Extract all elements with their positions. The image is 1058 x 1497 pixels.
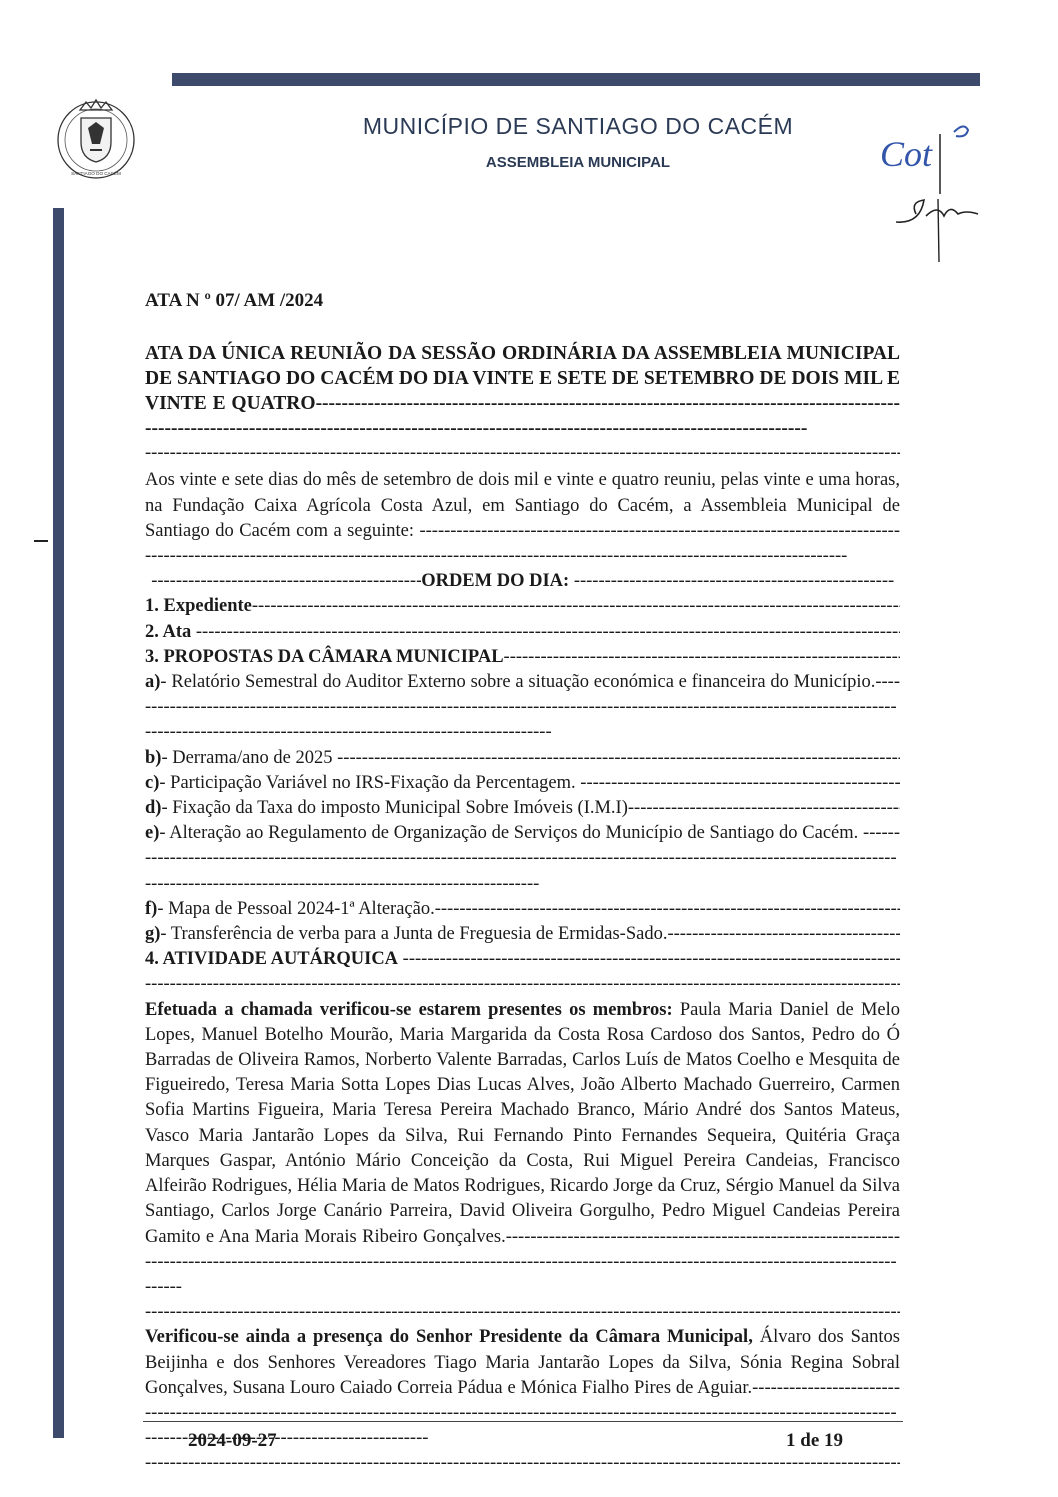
agenda-item-4 <box>145 947 900 972</box>
attendance-members: Paula Maria Daniel de Melo Lopes, Manuel Botelho Mourão, Maria Margarida da Costa Rosa Cardoso dos Santos, Pedro do Ó Barradas de Oliveira Ramos, Norberto Valente Barradas, Carlos Luís de Matos Coelho e Mesquita de Figueiredo, Teresa Maria Sotta Lopes Dias Lucas Alves, João Alberto Machado Guerreiro, Carmen Sofia Martins Figueira, Maria Teresa Pereira Machado Branco, Mário André dos Santos Mateus, Vasco Maria Jantarão Lopes da Silva, Rui Fernando Pinto Fernandes Sequeira, Quitéria Graça Marques Gaspar, António Mário Conceição da Costa, Rui Miguel Pereira Candeias, Francisco Alfeirão Rodrigues, Hélia Maria de Matos Rodrigues, Ricardo Jorge da Cruz, Sérgio Manuel da Silva Santiago, Carlos Jorge Canário Parreira, David Oliveira Gorgulho, Pedro Miguel Candeias Pereira Gamito e Ana Maria Morais Ribeiro Gonçalves. <box>145 999 900 1247</box>
dash-filler <box>574 569 894 594</box>
presence-lead: Verificou-se ainda a presença do Senhor Presidente da Câmara Municipal, <box>145 1327 753 1348</box>
dash-filler <box>504 647 900 667</box>
header-top-bar <box>172 73 980 86</box>
handwritten-signature <box>866 104 990 264</box>
dash-filler <box>628 798 900 818</box>
agenda-item-1 <box>145 594 900 619</box>
dash-line <box>145 972 900 997</box>
sub-letter: e) <box>145 823 160 844</box>
footer-rule <box>143 1421 903 1422</box>
crest-caption: SANTIAGO DO CACÉM <box>71 171 121 176</box>
sub-letter: f) <box>145 898 158 919</box>
sub-letter: c) <box>145 772 160 793</box>
agenda-item-2-label: 2. Ata <box>145 621 192 642</box>
dash-line <box>145 1451 900 1476</box>
sub-text: - Transferência de verba para a Junta de Freguesia de Ermidas-Sado. <box>160 924 668 945</box>
sub-letter: a) <box>145 672 161 693</box>
agenda-item-1-label: 1. Expediente <box>145 596 252 617</box>
footer-page-number: 1 de 19 <box>786 1430 843 1451</box>
agenda-item-3 <box>145 645 900 670</box>
dash-filler <box>196 622 900 642</box>
agenda-sub-a <box>145 670 900 746</box>
municipal-crest-icon <box>50 92 142 180</box>
agenda-sub-b <box>145 746 900 771</box>
sub-text: - Relatório Semestral do Auditor Externo sobre a situação económica e financeira do Município. <box>160 672 876 693</box>
sub-text: - Alteração ao Regulamento de Organização de Serviços do Município de Santiago do Cacém. <box>159 823 859 844</box>
agenda-item-4-label: 4. ATIVIDADE AUTÁRQUICA <box>145 949 399 970</box>
dash-filler <box>580 773 900 793</box>
minutes-title <box>145 341 900 441</box>
document-body <box>145 288 900 1477</box>
footer-date: 2024-09-27 <box>188 1430 277 1451</box>
dash-filler <box>435 899 900 919</box>
presence-text: Álvaro dos Santos Beijinha e dos Senhores Vereadores Tiago Maria Jantarão Lopes da Silva, Sónia Regina Sobral Gonçalves, Susana Louro Caiado Correia Pádua e Mónica Fialho Pires de Aguiar. <box>145 1327 900 1398</box>
signature-initials: Cot <box>880 134 933 174</box>
dash-filler <box>337 748 900 768</box>
attendance-paragraph <box>145 998 900 1300</box>
assembly-subtitle: ASSEMBLEIA MUNICIPAL <box>485 154 671 171</box>
dash-filler <box>403 949 900 969</box>
agenda-item-3-label: 3. PROPOSTAS DA CÂMARA MUNICIPAL <box>145 646 504 667</box>
dash-filler <box>151 569 421 594</box>
attendance-lead: Efetuada a chamada verificou-se estarem presentes os membros: <box>145 999 673 1020</box>
ata-number: ATA N º 07/ AM /2024 <box>145 290 324 311</box>
minutes-title-text: ATA DA ÚNICA REUNIÃO DA SESSÃO ORDINÁRIA DA ASSEMBLEIA MUNICIPAL DE SANTIAGO DO CACÉM DO DIA VINTE E SETE DE SETEMBRO DE DOIS MIL E VINTE E QUATRO <box>145 343 900 415</box>
agenda-sub-g <box>145 922 900 947</box>
sub-text: - Derrama/ano de 2025 <box>161 747 333 768</box>
agenda-heading: ORDEM DO DIA: <box>421 571 570 592</box>
dash-line <box>145 441 900 466</box>
dash-filler <box>667 924 900 944</box>
agenda-sub-f <box>145 897 900 922</box>
sub-text: - Mapa de Pessoal 2024-1ª Alteração. <box>157 898 435 919</box>
intro-text: Aos vinte e sete dias do mês de setembro de dois mil e vinte e quatro reuniu, pelas vinte e uma horas, na Fundação Caixa Agrícola Costa Azul, em Santiago do Cacém, a Assembleia Municipal de Santiago do Cacém com a seguinte: <box>145 470 900 541</box>
sub-letter: d) <box>145 798 162 819</box>
agenda-heading-line <box>145 569 900 594</box>
sub-text: - Participação Variável no IRS-Fixação da Percentagem. <box>159 772 576 793</box>
sub-letter: b) <box>145 747 162 768</box>
agenda-sub-e <box>145 821 900 897</box>
sub-text: - Fixação da Taxa do imposto Municipal Sobre Imóveis (I.M.I) <box>161 798 628 819</box>
sub-letter: g) <box>145 924 161 945</box>
agenda-sub-c <box>145 771 900 796</box>
dash-filler <box>252 596 900 616</box>
margin-tick <box>34 540 48 542</box>
left-margin-bar <box>53 208 64 1438</box>
dash-line <box>145 1300 900 1325</box>
agenda-item-2 <box>145 620 900 645</box>
agenda-sub-d <box>145 796 900 821</box>
municipality-title: MUNICÍPIO DE SANTIAGO DO CACÉM <box>362 113 794 139</box>
intro-paragraph <box>145 468 900 569</box>
